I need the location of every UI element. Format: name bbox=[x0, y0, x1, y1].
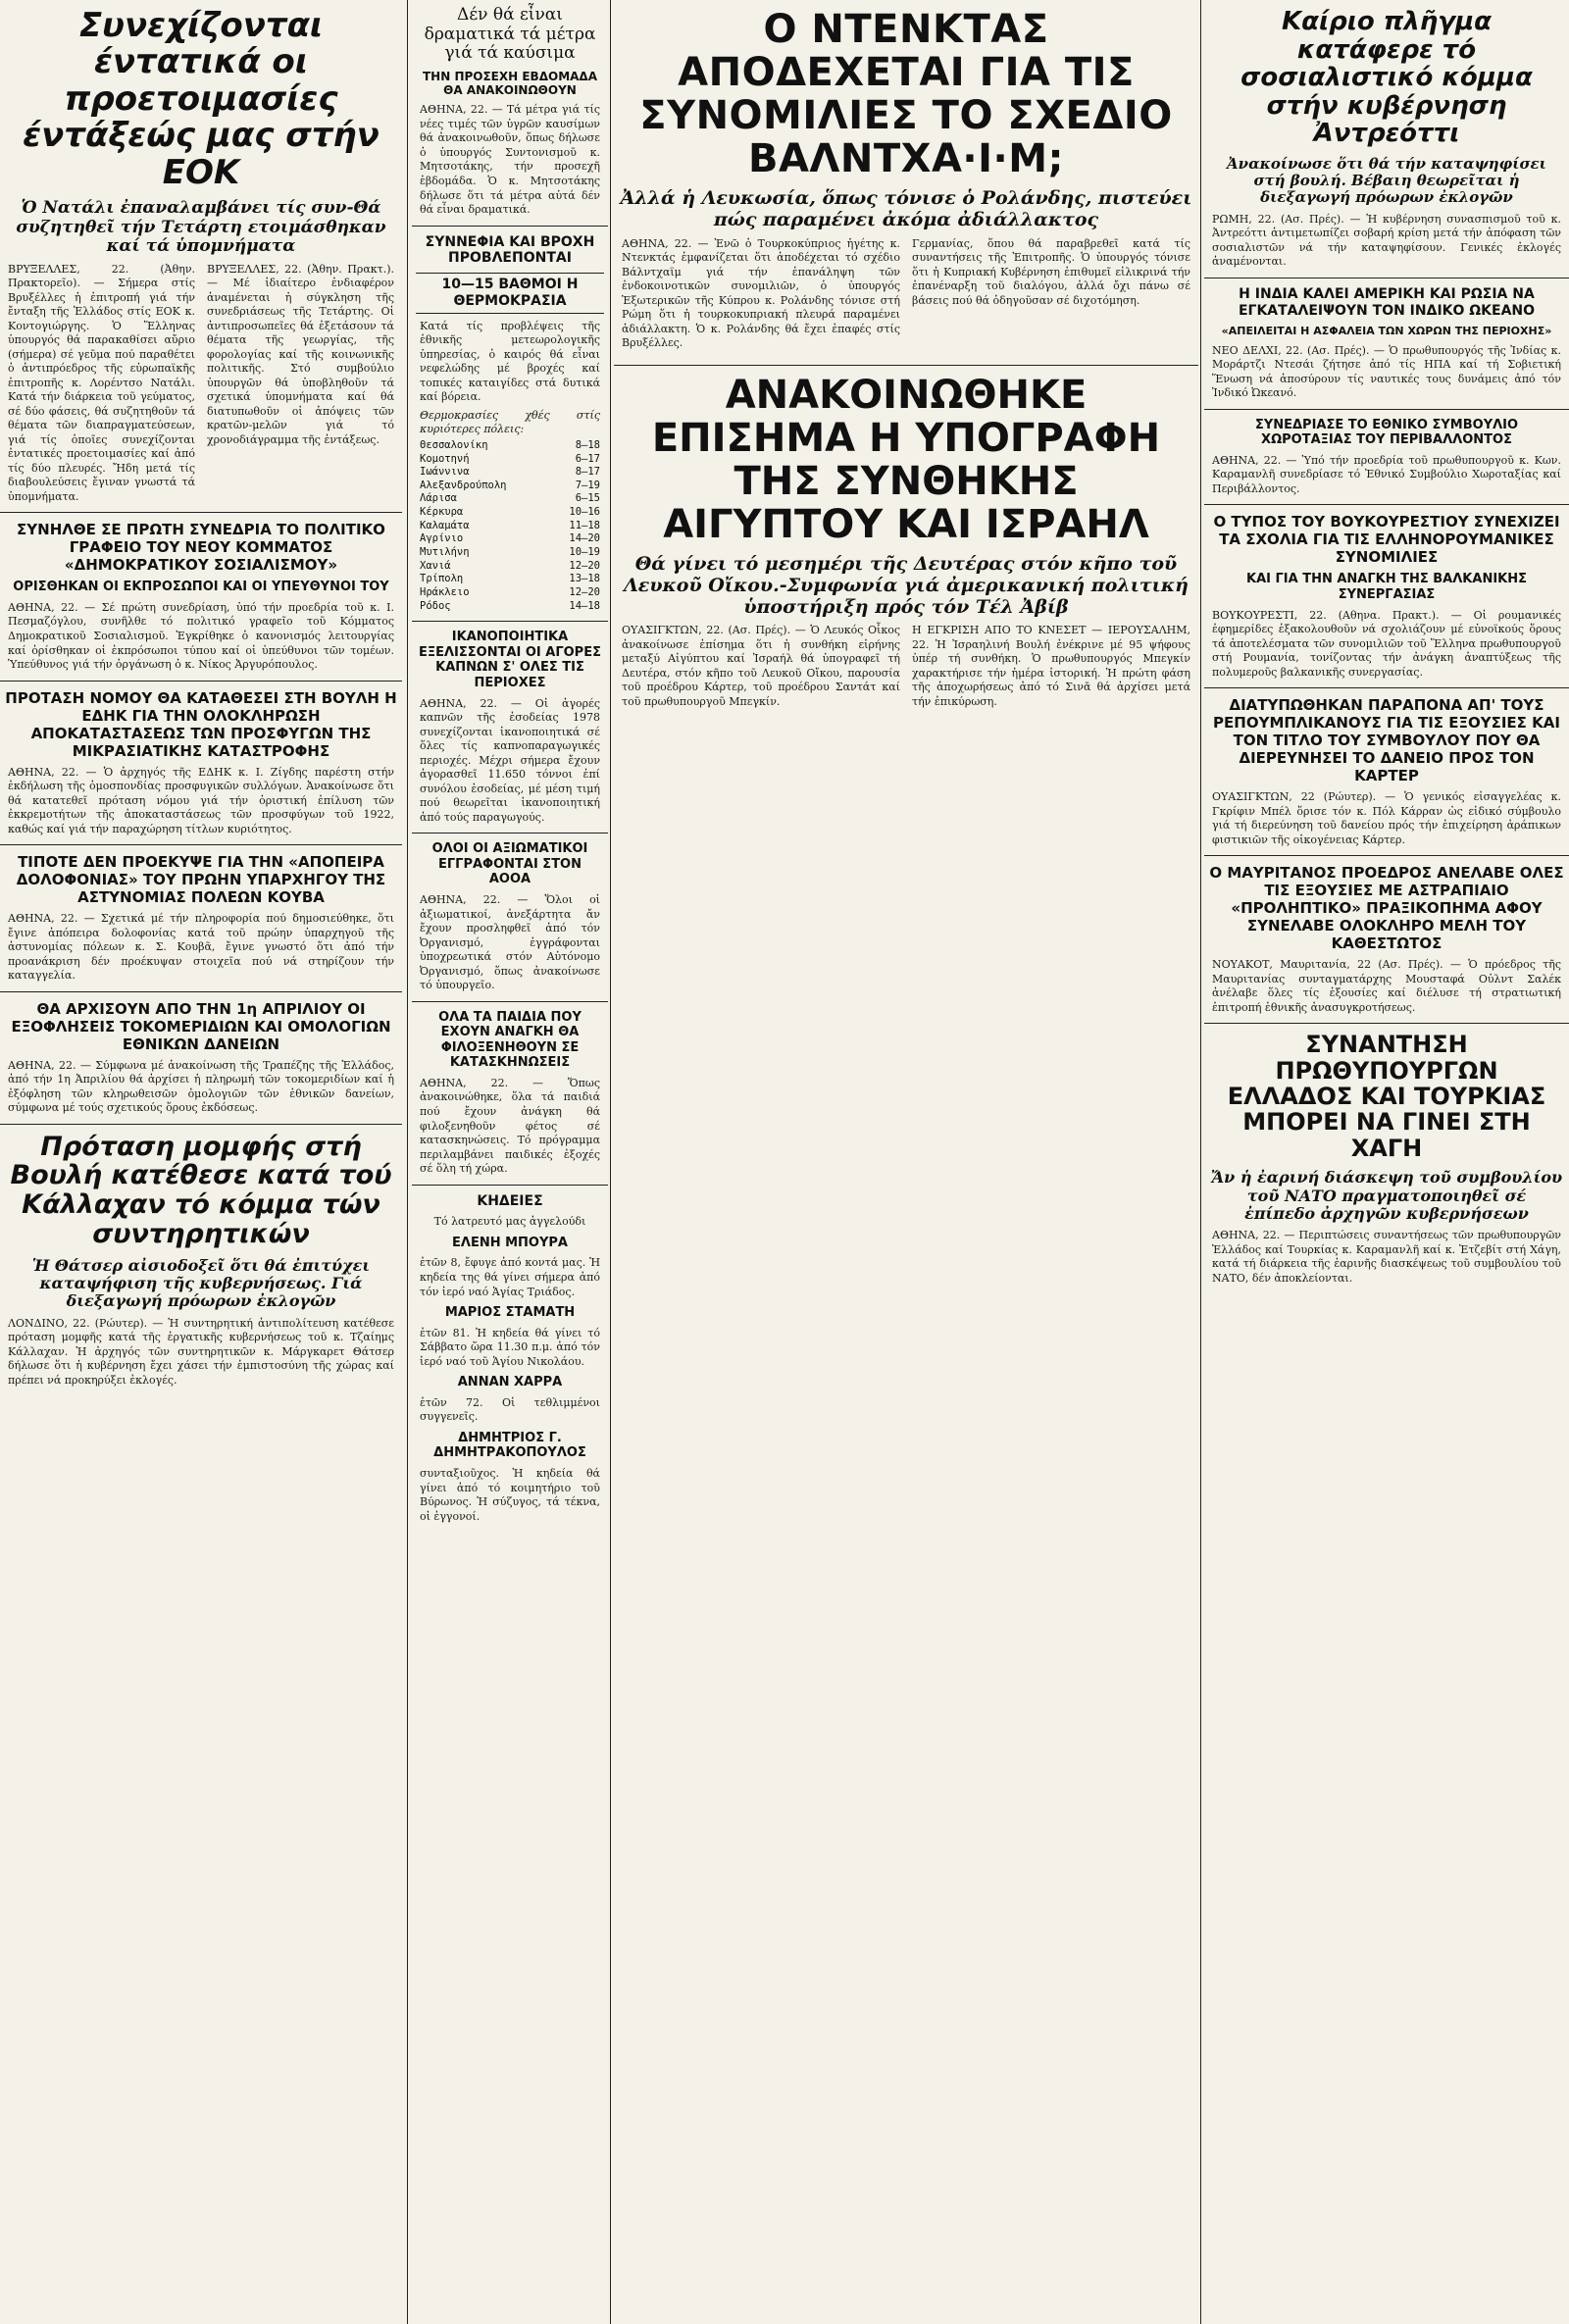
weather-row bbox=[420, 532, 600, 546]
planning-headline: ΣΥΝΕΔΡΙΑΣΕ ΤΟ ΕΘΝΙΚΟ ΣΥΜΒΟΥΛΙΟ ΧΩΡΟΤΑΞΙΑΣ ΤΟΥ ΠΕΡΙΒΑΛΛΟΝΤΟΣ bbox=[1254, 417, 1519, 448]
weather-range: 6—17 bbox=[575, 452, 600, 465]
weather-row bbox=[420, 453, 600, 467]
greece-turkey-subheadline: Ἄν ἡ ἐαρινή διάσκεψη τοῦ συμβουλίου τοῦ ΝΑΤΟ πραγματοποιηθεῖ σέ ἐπίπεδο ἀρχηγῶν κυβερνήσεων bbox=[1210, 1168, 1563, 1223]
weather-city: Ηράκλειο bbox=[420, 585, 470, 598]
lead-article-text-b: ΒΡΥΞΕΛΛΕΣ, 22. (Ἀθην. Πρακτ.). — Μέ ἰδιαίτερο ἐνδιαφέρον ἀναμένεται ἡ σύγκληση τῆς συνεδριάσεως τῆς Τετάρτης. Οἱ ἀντιπροσωπεῖες θά ἐξετάσουν τά θέματα τῆς γεωργίας, τῆς φορολογίας καί τῆς κοινωνικῆς πολιτικῆς. Στό συμβούλιο ὑπουργῶν θά ὑποβληθοῦν τά σχετικά ὑπομνήματα καί θά διατυπωθοῦν οἱ ἀπόψεις τῶν κρατῶν-μελῶν γιά τό χρονοδιάγραμμα τῆς ἐντάξεως. bbox=[207, 262, 394, 446]
carter-loan-text: ΟΥΑΣΙΓΚΤΩΝ, 22 (Ρώυτερ). — Ὁ γενικός εἰσαγγελέας κ. Γκρίφιν Μπέλ ὅρισε τόν κ. Πόλ Κάρραν ὡς εἰδικό σύμβουλο γιά τή διερεύνηση τοῦ δανείου πρός τήν ἐπιχείρηση ἀράπικων φιστικιῶν τῆς οἰκογένειας Κάρτερ. bbox=[1212, 790, 1561, 846]
funeral-name-3: ΑΝΝΑΝ ΧΑΡΡΑ bbox=[457, 1375, 563, 1390]
treaty-headline: ΑΝΑΚΟΙΝΩΘΗΚΕ ΕΠΙΣΗΜΑ Η ΥΠΟΓΡΑΦΗ ΤΗΣ ΣΥΝΘΗΚΗΣ ΑΙΓΥΠΤΟΥ ΚΑΙ ΙΣΡΑΗΛ bbox=[651, 372, 1161, 547]
fuel-article-subheadline: ΤΗΝ ΠΡΟΣΕΧΗ ΕΒΔΟΜΑΔΑ ΘΑ ΑΝΑΚΟΙΝΩΘΟΥΝ bbox=[423, 69, 597, 98]
refugees-article-headline: ΠΡΟΤΑΣΗ ΝΟΜΟΥ ΘΑ ΚΑΤΑΘΕΣΕΙ ΣΤΗ ΒΟΥΛΗ Η ΕΔΗΚ ΓΙΑ ΤΗΝ ΟΛΟΚΛΗΡΩΣΗ ΑΠΟΚΑΤΑΣΤΑΣΕΩΣ ΤΩΝ ΠΡΟΣΦΥΓΩΝ ΤΗΣ ΜΙΚΡΑΣΙΑΤΙΚΗΣ ΚΑΤΑΣΤΡΟΦΗΣ bbox=[5, 688, 397, 760]
funeral-text-4: συνταξιοῦχος. Ἡ κηδεία θά γίνει ἀπό τό κοιμητήριο τοῦ Βύρωνος. Ἡ σύζυγος, τά τέκνα, οἱ ἐγγονοί. bbox=[420, 1466, 600, 1523]
divider bbox=[412, 833, 608, 834]
mauritania-headline: Ο ΜΑΥΡΙΤΑΝΟΣ ΠΡΟΕΔΡΟΣ ΑΝΕΛΑΒΕ ΟΛΕΣ ΤΙΣ ΕΞΟΥΣΙΕΣ ΜΕ ΑΣΤΡΑΠΙΑΙΟ «ΠΡΟΛΗΠΤΙΚΟ» ΠΡΑΞΙΚΟΠΗΜΑ ΑΦΟΥ ΣΥΝΕΛΑΒΕ ΟΛΟΚΛΗΡΟ ΜΕΛΗ ΤΟΥ ΚΑΘΕΣΤΩΤΟΣ bbox=[1209, 864, 1564, 953]
cyprus-article-text-a: ΑΘΗΝΑ, 22. — Ἐνῶ ὁ Τουρκοκύπριος ἡγέτης κ. Ντενκτάς ἐμφανίζεται ὅτι ἀποδέχεται τό σχέδιο Βάλντχαϊμ γιά τήν ἐπανάληψη τῶν ἐνδοκοινοτικῶν συνομιλιῶν, ὁ ὑπουργός Ἐξωτερικῶν τῆς Κύπρου κ. Ρολάνδης τόνισε στή Ρώμη ὅτι ἡ τουρκοκυπριακή πλευρά παραμένει ἀδιάλλακτη. Ὁ κ. Ρολάνδης θά ἔχει ἐπαφές στίς Βρυξέλλες. bbox=[622, 236, 900, 350]
divider bbox=[0, 512, 402, 513]
divider bbox=[0, 991, 402, 992]
weather-city: Τρίπολη bbox=[420, 573, 464, 585]
column-rule bbox=[1200, 0, 1201, 2324]
lead-headline: Συνεχίζονται έντατικά οι προετοιμασίες έντάξεώς μας στήν ΕΟΚ bbox=[23, 6, 380, 192]
uk-article-headline: Πρόταση μομφής στή Βουλή κατέθεσε κατά τού Κάλλαχαν τό κόμμα τών συντηρητικών bbox=[10, 1131, 392, 1249]
funerals-headline: ΚΗΔΕΙΕΣ bbox=[477, 1192, 543, 1209]
funeral-lead: Τό λατρευτό μας ἀγγελούδι bbox=[433, 1215, 586, 1229]
uk-article-subheadline: Ἡ Θάτσερ αἰσιοδοξεῖ ὅτι θά ἐπιτύχει καταψήφιση τῆς κυβερνήσεως. Γιά διεξαγωγή πρόωρων ἐκλογῶν bbox=[31, 1255, 371, 1311]
weather-row bbox=[420, 586, 600, 600]
weather-range: 11—18 bbox=[569, 519, 600, 531]
india-headline: Η ΙΝΔΙΑ ΚΑΛΕΙ ΑΜΕΡΙΚΗ ΚΑΙ ΡΩΣΙΑ ΝΑ ΕΓΚΑΤΑΛΕΙΨΟΥΝ ΤΟΝ ΙΝΔΙΚΟ ΩΚΕΑΝΟ bbox=[1238, 285, 1536, 319]
cyprus-article-text-b: Γερμανίας, ὅπου θά παραβρεθεῖ κατά τίς συναντήσεις τῆς Ἐπιτροπῆς. Ὁ ὑπουργός τόνισε ὅτι ἡ Κυπριακή Κυβέρνηση ἐπιθυμεῖ εἰλικρινά τήν ἐπανέναρξη τοῦ διαλόγου, ἀλλά ὄχι πάνω σέ βάσεις πού θά ὁδηγοῦσαν σέ διχοτόμηση. bbox=[912, 236, 1190, 307]
divider bbox=[412, 1001, 608, 1002]
weather-row bbox=[420, 573, 600, 586]
party-article-text: ΑΘΗΝΑ, 22. — Σέ πρώτη συνεδρίαση, ὑπό τήν προεδρία τοῦ κ. Ι. Πεσμαζόγλου, συνῆλθε τό πολιτικό γραφεῖο τοῦ Κόμματος Δημοκρατικοῦ Σοσιαλισμοῦ. Ἐγκρίθηκε ὁ κανονισμός λειτουργίας καί ὁρίσθηκαν οἱ ἐκπρόσωποι τύπου καί οἱ ὑπεύθυνοι τῶν τομέων. Ὑπεύθυνος γιά τήν ὀργάνωση ὁ κ. Νίκος Ἀργυρόπουλος. bbox=[8, 600, 394, 672]
funeral-name-2: ΜΑΡΙΟΣ ΣΤΑΜΑΤΗ bbox=[444, 1305, 576, 1321]
weather-row bbox=[420, 600, 600, 614]
weather-city: Κομοτηνή bbox=[420, 452, 470, 465]
carter-loan-headline: ΔΙΑΤΥΠΩΘΗΚΑΝ ΠΑΡΑΠΟΝΑ ΑΠ' ΤΟΥΣ ΡΕΠΟΥΜΠΛΙΚΑΝΟΥΣ ΓΙΑ ΤΙΣ ΕΞΟΥΣΙΕΣ ΚΑΙ ΤΟΝ ΤΙΤΛΟ ΤΟΥ ΣΥΜΒΟΥΛΟΥ ΠΟΥ ΘΑ ΔΙΕΡΕΥΝΗΣΕΙ ΤΟ ΔΑΝΕΙΟ ΠΡΟΣ ΤΟΝ ΚΑΡΤΕΡ bbox=[1213, 696, 1560, 785]
tobacco-headline: ΙΚΑΝΟΠΟΙΗΤΙΚΑ ΕΞΕΛΙΣΣΟΝΤΑΙ ΟΙ ΑΓΟΡΕΣ ΚΑΠΝΩΝ Σ' ΟΛΕΣ ΤΙΣ ΠΕΡΙΟΧΕΣ bbox=[419, 630, 601, 690]
police-article-headline: ΤΙΠΟΤΕ ΔΕΝ ΠΡΟΕΚΥΨΕ ΓΙΑ ΤΗΝ «ΑΠΟΠΕΙΡΑ ΔΟΛΟΦΟΝΙΑΣ» ΤΟΥ ΠΡΩΗΝ ΥΠΑΡΧΗΓΟΥ ΤΗΣ ΑΣΤΥΝΟΜΙΑΣ ΠΟΛΕΩΝ ΚΟΥΒΑ bbox=[16, 853, 386, 907]
treaty-subheadline: Θά γίνει τό μεσημέρι τῆς Δευτέρας στόν κῆπο τοῦ Λευκοῦ Οἴκου.-Συμφωνία γιά ἀμερικανική πολιτική ὑποστήριξη πρός τόν Τέλ Ἀβίβ bbox=[624, 552, 1189, 618]
weather-city: Μυτιλήνη bbox=[420, 545, 470, 558]
uk-article-text: ΛΟΝΔΙΝΟ, 22. (Ρώυτερ). — Ἡ συντηρητική ἀντιπολίτευση κατέθεσε πρόταση μομφῆς κατά τῆς ἐργατικῆς κυβερνήσεως τοῦ κ. Τζαίημς Κάλλαχαν. Ἡ ἀρχηγός τῶν συντηρητικῶν κ. Μάργκαρετ Θάτσερ δήλωσε ὅτι ἡ κυβέρνηση ἔχει χάσει τήν ἐμπιστοσύνη τῆς χώρας καί πρέπει νά προκηρύξει ἐκλογές. bbox=[8, 1316, 394, 1387]
weather-city: Καλαμάτα bbox=[420, 519, 470, 531]
weather-range: 14—20 bbox=[569, 532, 600, 545]
officers-text: ΑΘΗΝΑ, 22. — Ὅλοι οἱ ἀξιωματικοί, ἀνεξάρτητα ἄν ἔχουν προσληφθεῖ ἀπό τόν Ὀργανισμό, ἐγγράφονται ὑποχρεωτικά στόν Αὐτόνομο Ὀργανισμό, ὅπως ἀνακοίνωσε τό ὑπουργεῖο. bbox=[420, 892, 600, 992]
refugees-article-text: ΑΘΗΝΑ, 22. — Ὁ ἀρχηγός τῆς ΕΔΗΚ κ. Ι. Ζίγδης παρέστη στήν ἐκδήλωση τῆς ὁμοσπονδίας προσφυγικῶν συλλόγων. Ἀνακοίνωσε ὅτι θά κατατεθεῖ πρόταση νόμου γιά τήν ὁριστική ἐπίλυση τῶν ἐκκρεμοτήτων τῆς ἀποκαταστάσεως τῶν προσφύγων τοῦ 1922, καθώς καί γιά τήν παραχώρηση τίτλων κυριότητος. bbox=[8, 765, 394, 835]
weather-city: Θεσσαλονίκη bbox=[420, 438, 488, 451]
weather-range: 8—18 bbox=[575, 438, 600, 451]
divider bbox=[412, 621, 608, 622]
column-3 bbox=[614, 0, 1198, 2324]
divider bbox=[1204, 1023, 1569, 1024]
police-article-text: ΑΘΗΝΑ, 22. — Σχετικά μέ τήν πληροφορία πού δημοσιεύθηκε, ὅτι ἔγινε ἀπόπειρα δολοφονίας κατά τοῦ πρώην ὑπαρχηγοῦ τῆς ἀστυνομίας πόλεων κ. Σ. Κουβᾶ, ἔγινε γνωστό ὅτι ἀπό τήν προανάκριση δέν προέκυψαν στοιχεῖα πού νά στηρίζουν τήν καταγγελία. bbox=[8, 912, 394, 983]
weather-city: Ρόδος bbox=[420, 599, 451, 612]
tobacco-text: ΑΘΗΝΑ, 22. — Οἱ ἀγορές καπνῶν τῆς ἐσοδείας 1978 συνεχίζονται ἱκανοποιητικά σέ ὅλες τίς καπνοπαραγωγικές περιοχές. Μέχρι σήμερα ἔχουν ἀγορασθεῖ 11.650 τόννοι ἐπί συνόλου ἐσοδείας, μέ μέση τιμή πού θεωρεῖται ἱκανοποιητική ἀπό τούς παραγωγούς. bbox=[420, 696, 600, 824]
italy-headline: Καίριο πλῆγμα κατάφερε τό σοσιαλιστικό κόμμα στήν κυβέρνηση Ἀντρεόττι bbox=[1240, 7, 1533, 149]
divider bbox=[0, 844, 402, 845]
weather-range: 8—17 bbox=[575, 466, 600, 479]
weather-city: Λάρισα bbox=[420, 492, 457, 505]
lead-article-text-a: ΒΡΥΞΕΛΛΕΣ, 22. (Ἀθην. Πρακτορεῖο). — Σήμερα στίς Βρυξέλλες ἡ ἐπιτροπή γιά τήν ἔνταξη τῆς Ἑλλάδος στίς ΕΟΚ κ. Κοντογιώργης. Ὁ Ἕλληνας ὑπουργός θά παρακαθίσει αὔριο (σήμερα) σέ γεῦμα πού παραθέτει ὁ ἀντιπρόεδρος τῆς εὐρωπαϊκῆς ἐπιτροπῆς κ. Λορέντσο Νατάλι. Κατά τήν διάρκεια τοῦ γεύματος, σέ δύο φάσεις, θά συζητηθοῦν τά θέματα τῶν διαπραγματεύσεων, γιά τίς ὁποῖες συνεχίζονται ἐντατικές προετοιμασίες καί ἀπό τίς δύο πλευρές. Ἤδη μετά τίς διαβουλεύσεις ἔγιναν γνωστά τά ὑπομνήματα. bbox=[8, 262, 195, 503]
lead-article-columns bbox=[8, 263, 394, 505]
cyprus-headline: Ο ΝΤΕΝΚΤΑΣ ΑΠΟΔΕΧΕΤΑΙ ΓΙΑ ΤΙΣ ΣΥΝΟΜΙΛΙΕΣ ΤΟ ΣΧΕΔΙΟ ΒΑΛΝΤΧΑ·Ι·Μ; bbox=[639, 7, 1173, 181]
weather-city: Αγρίνιο bbox=[420, 532, 464, 545]
divider bbox=[0, 681, 402, 682]
funeral-name-1: ΕΛΕΝΗ ΜΠΟΥΡΑ bbox=[452, 1235, 568, 1250]
funeral-name-4: ΔΗΜΗΤΡΙΟΣ Γ. ΔΗΜΗΤΡΑΚΟΠΟΥΛΟΣ bbox=[433, 1430, 586, 1461]
column-1 bbox=[0, 0, 402, 2324]
cyprus-article-columns bbox=[622, 237, 1190, 351]
lead-subheadline: Ὁ Νατάλι ἐπαναλαμβάνει τίς συν-Θά συζητηθεῖ τήν Τετάρτη ετοιμάσθηκαν καί τά ὑπομνήματα bbox=[16, 197, 386, 257]
divider bbox=[0, 1124, 402, 1125]
weather-city: Αλεξανδρούπολη bbox=[420, 479, 507, 491]
india-quote: «ΑΠΕΙΛΕΙΤΑΙ Η ΑΣΦΑΛΕΙΑ ΤΩΝ ΧΩΡΩΝ ΤΗΣ ΠΕΡΙΟΧΗΣ» bbox=[1221, 325, 1552, 338]
italy-subheadline: Ἀνακοίνωσε ὅτι θά τήν καταψηφίσει στή βουλή. Βέβαιη θεωρεῖται ἡ διεξαγωγή πρόωρων ἐκλογῶν bbox=[1227, 154, 1546, 207]
weather-range: 12—20 bbox=[569, 559, 600, 572]
divider bbox=[412, 226, 608, 227]
fuel-article-text: ΑΘΗΝΑ, 22. — Τά μέτρα γιά τίς νέες τιμές τῶν ὑγρῶν καυσίμων θά ἀνακοινωθοῦν, ὅπως δήλωσε ὁ ὑπουργός Συντονισμοῦ κ. Μητσοτάκης, τήν προσεχῆ ἑβδομάδα. Ὁ κ. Μητσοτάκης δήλωσε ὅτι τά μέτρα αὐτά δέν θά εἶναι δραματικά. bbox=[420, 103, 600, 217]
treaty-article-text-b: Η ΕΓΚΡΙΣΗ ΑΠΟ ΤΟ ΚΝΕΣΕΤ — ΙΕΡΟΥΣΑΛΗΜ, 22. Ἡ Ἰσραηλινή Βουλή ἐνέκρινε μέ 95 ψήφους ὑπέρ τή συνθήκη. Ὁ πρωθυπουργός Μπεγκίν χαρακτήρισε τήν ἡμέρα ἱστορική. Ἡ πρώτη φάση τῆς ἀποχωρήσεως ἀπό τό Σινᾶ θά ἀρχίσει μετά τήν ἐπικύρωση. bbox=[912, 624, 1190, 708]
divider bbox=[1204, 504, 1569, 505]
divider bbox=[412, 1185, 608, 1186]
bucharest-headline: Ο ΤΥΠΟΣ ΤΟΥ ΒΟΥΚΟΥΡΕΣΤΙΟΥ ΣΥΝΕΧΙΖΕΙ ΤΑ ΣΧΟΛΙΑ ΓΙΑ ΤΙΣ ΕΛΛΗΝΟΡΟΥΜΑΝΙΚΕΣ ΣΥΝΟΜΙΛΙΕΣ bbox=[1213, 513, 1560, 567]
weather-row bbox=[420, 506, 600, 520]
camps-headline: ΟΛΑ ΤΑ ΠΑΙΔΙΑ ΠΟΥ ΕΧΟΥΝ ΑΝΑΓΚΗ ΘΑ ΦΙΛΟΞΕΝΗΘΟΥΝ ΣΕ ΚΑΤΑΣΚΗΝΩΣΕΙΣ bbox=[438, 1009, 582, 1071]
weather-city: Ιωάννινα bbox=[420, 466, 470, 479]
weather-city: Κέρκυρα bbox=[420, 506, 464, 519]
weather-row bbox=[420, 520, 600, 533]
weather-range: 10—19 bbox=[569, 545, 600, 558]
weather-range: 6—15 bbox=[575, 492, 600, 505]
divider bbox=[1204, 855, 1569, 856]
bucharest-subheadline: ΚΑΙ ΓΙΑ ΤΗΝ ΑΝΑΓΚΗ ΤΗΣ ΒΑΛΚΑΝΙΚΗΣ ΣΥΝΕΡΓΑΣΙΑΣ bbox=[1246, 572, 1527, 602]
cyprus-subheadline: Ἀλλά ἡ Λευκωσία, ὅπως τόνισε ὁ Ρολάνδης, πιστεύει πώς παραμένει ἀκόμα ἀδιάλλακτος bbox=[620, 187, 1192, 230]
fuel-article-headline: Δέν θά εἶναι δραματικά τά μέτρα γιά τά καύσιμα bbox=[424, 5, 596, 64]
weather-temperature-table bbox=[420, 439, 600, 613]
camps-text: ΑΘΗΝΑ, 22. — Ὅπως ἀνακοινώθηκε, ὅλα τά παιδιά πού ἔχουν ἀνάγκη θά φιλοξενηθοῦν φέτος σέ κατασκηνώσεις. Τό πρόγραμμα περιλαμβάνει παιδικές ἐξοχές σέ ὅλη τή χώρα. bbox=[420, 1076, 600, 1176]
weather-temperature-headline: 10—15 ΒΑΘΜΟΙ Η ΘΕΡΜΟΚΡΑΣΙΑ bbox=[416, 273, 604, 314]
planning-text: ΑΘΗΝΑ, 22. — Ὑπό τήν προεδρία τοῦ πρωθυπουργοῦ κ. Κων. Καραμανλῆ συνεδρίασε τό Ἐθνικό Συμβούλιο Χωροταξίας καί Περιβάλλοντος. bbox=[1212, 453, 1561, 495]
funeral-text-1: ἐτῶν 8, ἔφυγε ἀπό κοντά μας. Ἡ κηδεία της θά γίνει σήμερα ἀπό τόν ἱερό ναό Ἁγίας Τριάδος. bbox=[420, 1256, 600, 1298]
bonds-article-headline: ΘΑ ΑΡΧΙΣΟΥΝ ΑΠΟ ΤΗΝ 1η ΑΠΡΙΛΙΟΥ ΟΙ ΕΞΟΦΛΗΣΕΙΣ ΤΟΚΟΜΕΡΙΔΙΩΝ ΚΑΙ ΟΜΟΛΟΓΙΩΝ ΕΘΝΙΚΩΝ ΔΑΝΕΙΩΝ bbox=[11, 999, 391, 1053]
column-rule bbox=[407, 0, 408, 2324]
party-article-subheadline: ΟΡΙΣΘΗΚΑΝ ΟΙ ΕΚΠΡΟΣΩΠΟΙ ΚΑΙ ΟΙ ΥΠΕΥΘΥΝΟΙ ΤΟΥ bbox=[13, 580, 389, 595]
weather-row bbox=[420, 439, 600, 453]
treaty-article-columns bbox=[622, 624, 1190, 709]
weather-range: 14—18 bbox=[569, 599, 600, 612]
weather-range: 7—19 bbox=[575, 479, 600, 491]
bonds-article-text: ΑΘΗΝΑ, 22. — Σύμφωνα μέ ἀνακοίνωση τῆς Τραπέζης τῆς Ἑλλάδος, ἀπό τήν 1η Ἀπριλίου θά ἀρχίσει ἡ πληρωμή τῶν τοκομεριδίων καί ἡ ἐξόφληση τῶν κληρωθεισῶν ὁμολογιῶν τῶν ἐθνικῶν δανείων, σύμφωνα μέ τούς σχετικούς ὅρους ἐκδόσεως. bbox=[8, 1058, 394, 1115]
mauritania-text: ΝΟΥΑΚΟΤ, Μαυριτανία, 22 (Ασ. Πρές). — Ὁ πρόεδρος τῆς Μαυριτανίας συνταγματάρχης Μουσταφά Οὐλντ Σαλέκ ἀνέλαβε ὅλες τίς ἐξουσίες καί διέλυσε τή στρατιωτική ἐπιτροπή ἐθνικῆς ἀνασυγκροτήσεως. bbox=[1212, 958, 1561, 1014]
bucharest-text: ΒΟΥΚΟΥΡΕΣΤΙ, 22. (Αθηνα. Πρακτ.). — Οἱ ρουμανικές ἐφημερίδες ἐξακολουθοῦν νά σχολιάζουν μέ εὐνοϊκούς ὅρους τά ἀποτελέσματα τῶν συνομιλιῶν τοῦ Ἕλληνα πρωθυπουργοῦ στή Ρουμανία, τονίζοντας τήν ἀνάγκη ἀναπτύξεως τῆς πολυμεροῦς βαλκανικῆς συνεργασίας. bbox=[1212, 608, 1561, 679]
weather-range: 10—16 bbox=[569, 506, 600, 519]
column-rule bbox=[610, 0, 611, 2324]
weather-row bbox=[420, 560, 600, 574]
weather-row bbox=[420, 492, 600, 506]
treaty-article-text-a: ΟΥΑΣΙΓΚΤΩΝ, 22. (Ασ. Πρές). — Ὁ Λευκός Οἶκος ἀνακοίνωσε ἐπίσημα ὅτι ἡ συνθήκη εἰρήνης μεταξύ Αἰγύπτου καί Ἰσραήλ θά ὑπογραφεῖ τή Δευτέρα, στόν κῆπο τοῦ Λευκοῦ Οἴκου, παρουσία τοῦ προέδρου Κάρτερ, τοῦ προέδρου Σαντάτ καί τοῦ πρωθυπουργοῦ Μπεγκίν. bbox=[622, 624, 900, 708]
column-2 bbox=[412, 0, 608, 2324]
weather-city: Χανιά bbox=[420, 559, 451, 572]
greece-turkey-text: ΑΘΗΝΑ, 22. — Περιπτώσεις συναντήσεως τῶν πρωθυπουργῶν Ἑλλάδος καί Τουρκίας κ. Καραμανλῆ καί κ. Ἐτζεβίτ στή Χάγη, κατά τή διάρκεια τῆς ἐαρινῆς διασκέψεως τοῦ συμβουλίου τοῦ ΝΑΤΟ, δέν ἀποκλείονται. bbox=[1212, 1229, 1561, 1285]
greece-turkey-headline: ΣΥΝΑΝΤΗΣΗ ΠΡΩΘΥΠΟΥΡΓΩΝ ΕΛΛΑΔΟΣ ΚΑΙ ΤΟΥΡΚΙΑΣ ΜΠΟΡΕΙ ΝΑ ΓΙΝΕΙ ΣΤΗ ΧΑΓΗ bbox=[1227, 1031, 1546, 1162]
funeral-text-3: ἐτῶν 72. Οἱ τεθλιμμένοι συγγενεῖς. bbox=[420, 1395, 600, 1424]
weather-row bbox=[420, 466, 600, 480]
weather-text: Κατά τίς προβλέψεις τῆς ἐθνικῆς μετεωρολογικῆς ὑπηρεσίας, ὁ καιρός θά εἶναι νεφελώδης μέ βροχές καί τοπικές καταιγίδες στά δυτικά καί βόρεια. bbox=[420, 319, 600, 404]
weather-row bbox=[420, 480, 600, 493]
weather-range: 13—18 bbox=[569, 573, 600, 585]
weather-row bbox=[420, 546, 600, 560]
weather-table-title: Θερμοκρασίες χθές στίς κυριότερες πόλεις: bbox=[420, 408, 600, 436]
party-article-headline: ΣΥΝΗΛΘΕ ΣΕ ΠΡΩΤΗ ΣΥΝΕΔΡΙΑ ΤΟ ΠΟΛΙΤΙΚΟ ΓΡΑΦΕΙΟ ΤΟΥ ΝΕΟΥ ΚΟΜΜΑΤΟΣ «ΔΗΜΟΚΡΑΤΙΚΟΥ ΣΟΣΙΑΛΙΣΜΟΥ» bbox=[17, 521, 385, 575]
italy-text: ΡΩΜΗ, 22. (Ασ. Πρές). — Ἡ κυβέρνηση συνασπισμοῦ τοῦ κ. Ἀντρεόττι ἀντιμετωπίζει σοβαρή κρίση μετά τήν ἀπόφαση τῶν σοσιαλιστῶν νά τήν καταψηφίσουν. Γενικές ἐκλογές ἀναμένονται. bbox=[1212, 212, 1561, 269]
funeral-text-2: ἐτῶν 81. Ἡ κηδεία θά γίνει τό Σάββατο ὥρα 11.30 π.μ. ἀπό τόν ἱερό ναό τοῦ Ἁγίου Νικολάου. bbox=[420, 1326, 600, 1368]
officers-headline: ΟΛΟΙ ΟΙ ΑΞΙΩΜΑΤΙΚΟΙ ΕΓΓΡΑΦΟΝΤΑΙ ΣΤΟΝ ΑΟΟΑ bbox=[431, 841, 588, 887]
weather-headline: ΣΥΝΝΕΦΙΑ ΚΑΙ ΒΡΟΧΗ ΠΡΟΒΛΕΠΟΝΤΑΙ bbox=[425, 233, 595, 267]
divider bbox=[614, 365, 1198, 366]
weather-range: 12—20 bbox=[569, 585, 600, 598]
india-text: ΝΕΟ ΔΕΛΧΙ, 22. (Ασ. Πρές). — Ὁ πρωθυπουργός τῆς Ἰνδίας κ. Μοράρτζι Ντεσάι ζήτησε ἀπό τίς ΗΠΑ καί τή Σοβιετική Ἕνωση νά ἀποσύρουν τίς ναυτικές τους δυνάμεις ἀπό τόν Ἰνδικό Ὠκεανό. bbox=[1212, 343, 1561, 400]
divider bbox=[1204, 687, 1569, 688]
divider bbox=[1204, 409, 1569, 410]
column-4 bbox=[1204, 0, 1569, 2324]
